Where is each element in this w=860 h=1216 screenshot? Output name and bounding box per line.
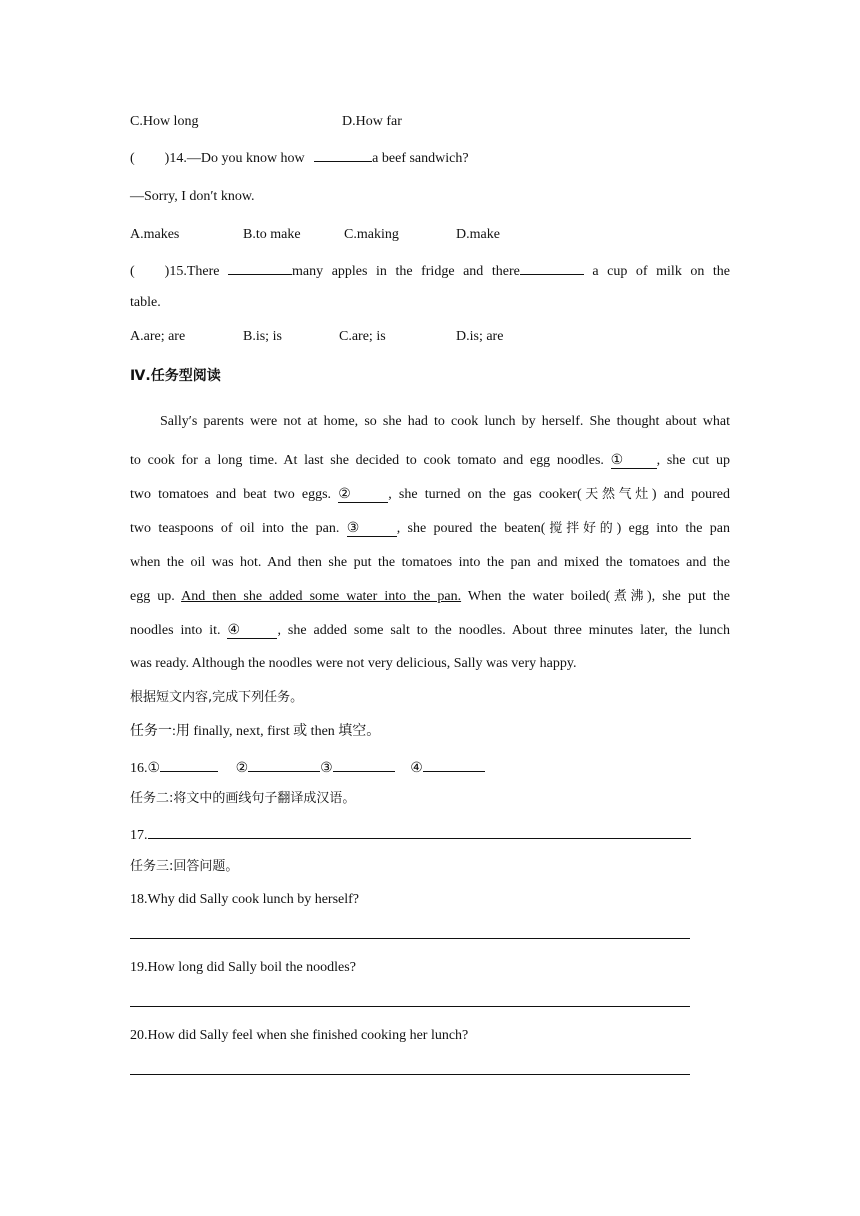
passage-line-5: when the oil was hot. And then she put the tomatoes into the pan and mixed the tomatoes and the: [130, 555, 730, 570]
q14-options: [130, 225, 730, 245]
q15-option-b: B.is; is: [243, 329, 282, 344]
q16-row: [130, 756, 485, 779]
passage-text: egg up.: [130, 589, 175, 604]
q16-blank-3[interactable]: [333, 756, 395, 772]
passage-text: , she turned on the gas cooker(: [388, 487, 582, 502]
blank-mark-1: ①: [610, 453, 624, 468]
q20-answer-line[interactable]: [130, 1074, 690, 1075]
q14-option-c: C.making: [344, 227, 399, 242]
q18-answer-line[interactable]: [130, 938, 690, 939]
passage-blank-4[interactable]: [227, 623, 277, 639]
gloss-boiled: 煮沸: [610, 589, 648, 604]
passage-line-6: [130, 587, 730, 607]
passage-text: noodles into it.: [130, 623, 221, 638]
underlined-sentence: And then she added some water into the pan.: [181, 589, 462, 604]
q20-question: 20.How did Sally feel when she finished cooking her lunch?: [130, 1028, 469, 1043]
q15-stem-end: a cup of milk on the: [592, 264, 731, 279]
blank-mark-2: ②: [338, 487, 351, 502]
passage-line-8: was ready. Although the noodles were not very delicious, Sally was very happy.: [130, 656, 577, 671]
q16-mark-1: ①: [147, 761, 161, 776]
passage-text: two tomatoes and beat two eggs.: [130, 487, 332, 502]
passage-blank-1[interactable]: [611, 453, 657, 469]
section-heading: Ⅳ.任务型阅读: [130, 368, 221, 384]
passage-line-1: Sally′s parents were not at home, so she had to cook lunch by herself. She thought about what: [160, 414, 730, 429]
q14-paren-open: (: [130, 151, 135, 166]
task-3-instruction: 任务三:回答问题。: [130, 859, 239, 874]
q15-paren-open: (: [130, 264, 135, 279]
q15-option-d: D.is; are: [456, 329, 504, 344]
tasks-intro: 根据短文内容,完成下列任务。: [130, 690, 304, 705]
q14-reply: —Sorry, I don′t know.: [130, 189, 255, 204]
q13-option-c: C.How long: [130, 114, 199, 129]
q15-option-a: A.are; are: [130, 329, 186, 344]
q16-blank-4[interactable]: [423, 756, 485, 772]
q16-mark-4: ④: [410, 761, 423, 776]
blank-mark-4: ④: [227, 623, 241, 638]
gloss-beaten: 搅拌好的: [545, 521, 617, 536]
q17-label: 17.: [130, 828, 148, 843]
passage-text: , she added some salt to the noodles. About three minutes later, the lunch: [277, 623, 730, 638]
passage-line-4: [130, 519, 730, 539]
q18-question: 18.Why did Sally cook lunch by herself?: [130, 892, 360, 907]
q14-option-d: D.make: [456, 227, 500, 242]
q16-mark-2: ②: [235, 761, 249, 776]
passage-text: , she cut up: [656, 453, 731, 468]
passage-text: to cook for a long time. At last she decided to cook tomato and egg noodles.: [130, 453, 604, 468]
q13-options: [130, 112, 730, 132]
q19-question: 19.How long did Sally boil the noodles?: [130, 960, 356, 975]
passage-text: , she poured the beaten(: [396, 521, 546, 536]
q17-answer-line[interactable]: [148, 823, 691, 839]
q14-stem-end: a beef sandwich?: [372, 151, 469, 166]
q15-option-c: C.are; is: [339, 329, 386, 344]
q15-stem: [130, 259, 730, 282]
q19-answer-line[interactable]: [130, 1006, 690, 1007]
q15-stem-middle: many apples in the fridge and there: [292, 264, 520, 279]
task-1-instruction: [130, 722, 380, 742]
q16-label: 16.: [130, 761, 148, 776]
passage-text: ) and poured: [651, 487, 730, 502]
blank-mark-3: ③: [346, 521, 360, 536]
q16-blank-1[interactable]: [160, 756, 218, 772]
q15-blank-1[interactable]: [228, 259, 292, 275]
task-2-instruction: 任务二:将文中的画线句子翻译成汉语。: [130, 791, 356, 806]
passage-text: ) egg into the pan: [616, 521, 730, 536]
q14-stem-start: )14.—Do you know how: [164, 151, 305, 166]
passage-text: ), she put the: [647, 589, 731, 604]
q15-stem-cont: table.: [130, 295, 161, 310]
q14-stem: [130, 146, 469, 169]
task-1-text: 任务一:用 finally, next, first 或 then 填空。: [130, 724, 381, 739]
q16-mark-3: ③: [320, 761, 333, 776]
passage-line-7: [130, 621, 730, 641]
q16-blank-2[interactable]: [248, 756, 320, 772]
q14-option-b: B.to make: [243, 227, 301, 242]
q17-row: [130, 823, 691, 846]
q14-blank[interactable]: [314, 146, 372, 162]
q13-option-d: D.How far: [342, 114, 402, 129]
q15-options: [130, 327, 730, 347]
passage-line-3: [130, 485, 730, 505]
q14-option-a: A.makes: [130, 227, 180, 242]
q15-stem-start: )15.There: [164, 264, 220, 279]
passage-text: two teaspoons of oil into the pan.: [130, 521, 340, 536]
passage-text: When the water boiled(: [467, 589, 611, 604]
passage-blank-3[interactable]: [347, 521, 397, 537]
passage-blank-2[interactable]: [338, 487, 388, 503]
q15-blank-2[interactable]: [520, 259, 584, 275]
passage-line-2: [130, 451, 730, 471]
gloss-gas-cooker: 天然气灶: [581, 487, 652, 502]
